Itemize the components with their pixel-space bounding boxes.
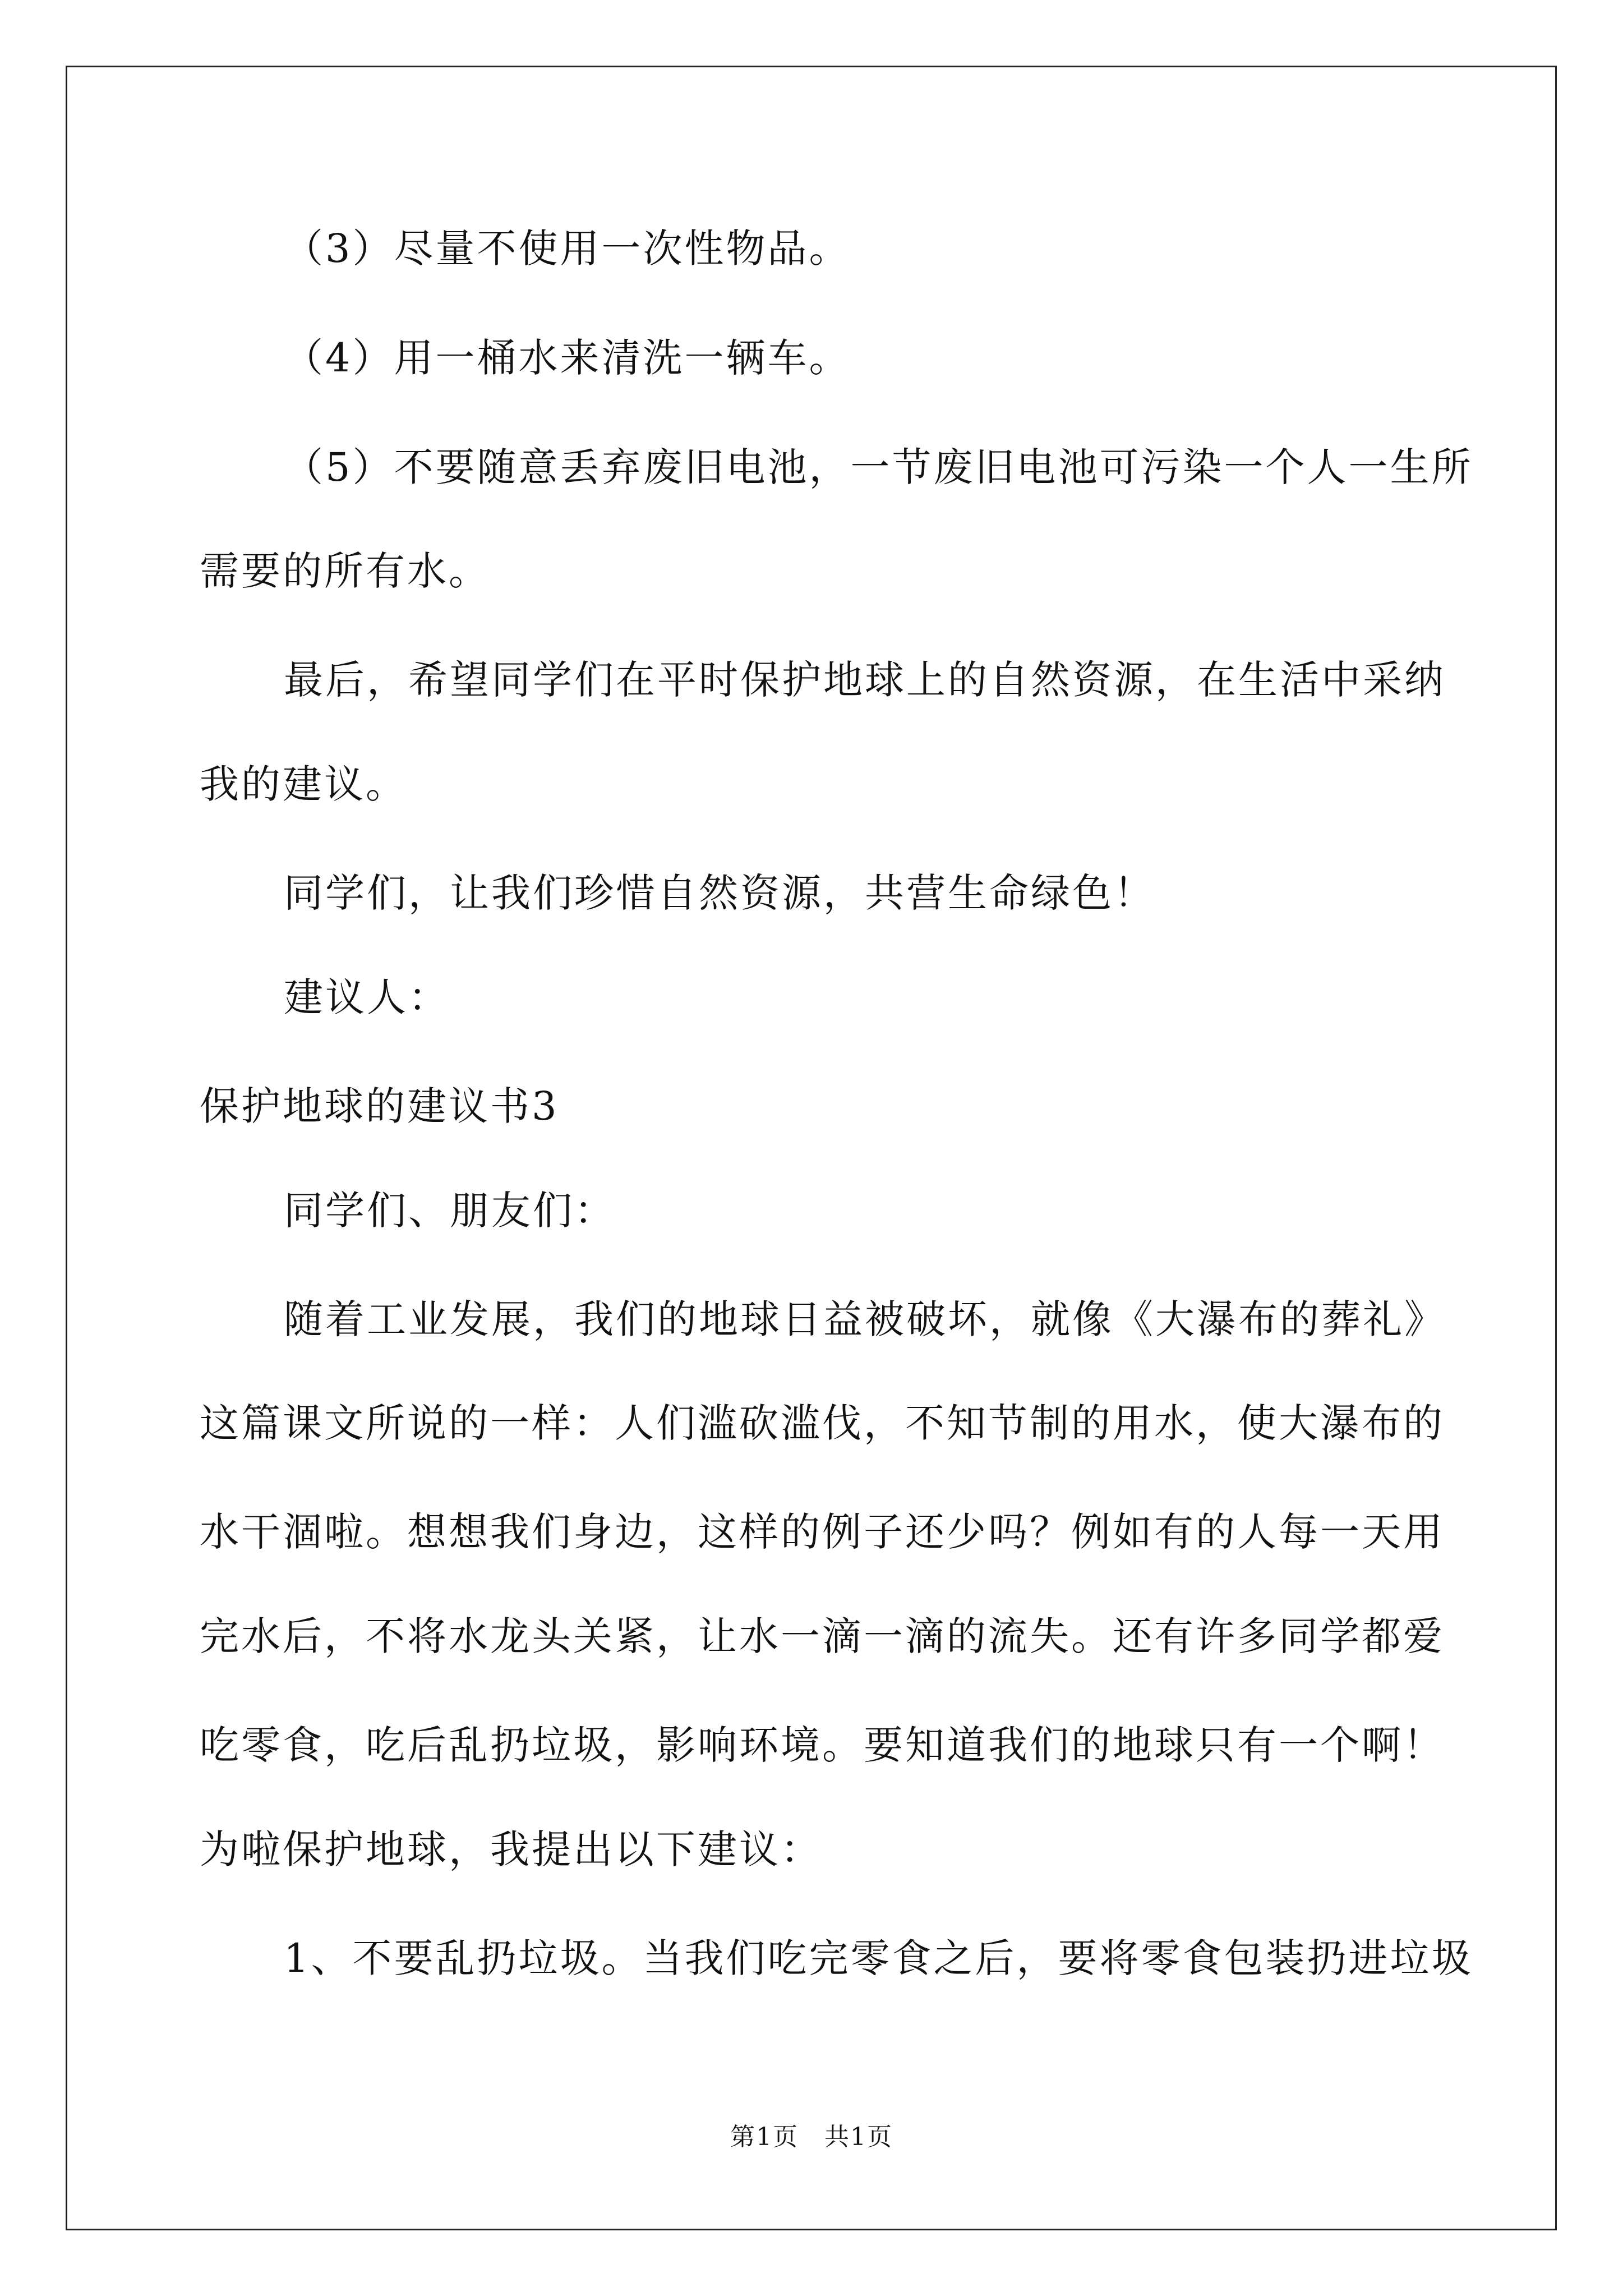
section-title: 保护地球的建议书3	[200, 1083, 559, 1129]
body-paragraph-line-5: 吃零食，吃后乱扔垃圾，影响环境。要知道我们的地球只有一个啊！	[200, 1722, 1445, 1768]
list-item-3: （3）尽量不使用一次性物品。	[284, 226, 851, 272]
list-item-5-line-1: （5）不要随意丢弃废旧电池，一节废旧电池可污染一个人一生所	[284, 444, 1473, 490]
salutation: 同学们、朋友们：	[284, 1188, 616, 1234]
body-paragraph-line-2: 这篇课文所说的一样：人们滥砍滥伐，不知节制的用水，使大瀑布的	[200, 1400, 1445, 1446]
slogan-paragraph: 同学们，让我们珍惜自然资源，共营生命绿色！	[284, 870, 1155, 916]
list-item-4: （4）用一桶水来清洗一辆车。	[284, 335, 851, 381]
suggestion-item-1: 1、不要乱扔垃圾。当我们吃完零食之后，要将零食包装扔进垃圾	[284, 1935, 1473, 1981]
body-paragraph-line-3: 水干涸啦。想想我们身边，这样的例子还少吗？例如有的人每一天用	[200, 1509, 1445, 1555]
page-frame	[66, 66, 1557, 2230]
body-paragraph-line-4: 完水后，不将水龙头关紧，让水一滴一滴的流失。还有许多同学都爱	[200, 1613, 1445, 1659]
page-footer: 第1页 共1页	[730, 2123, 893, 2151]
closing-paragraph-line-1: 最后，希望同学们在平时保护地球上的自然资源，在生活中采纳	[284, 657, 1446, 703]
signature-label: 建议人：	[284, 974, 450, 1020]
closing-paragraph-line-2: 我的建议。	[200, 761, 407, 807]
body-paragraph-line-6: 为啦保护地球，我提出以下建议：	[200, 1826, 822, 1872]
body-paragraph-line-1: 随着工业发展，我们的地球日益被破坏，就像《大瀑布的葬礼》	[284, 1296, 1446, 1342]
list-item-5-line-2: 需要的所有水。	[200, 548, 490, 594]
